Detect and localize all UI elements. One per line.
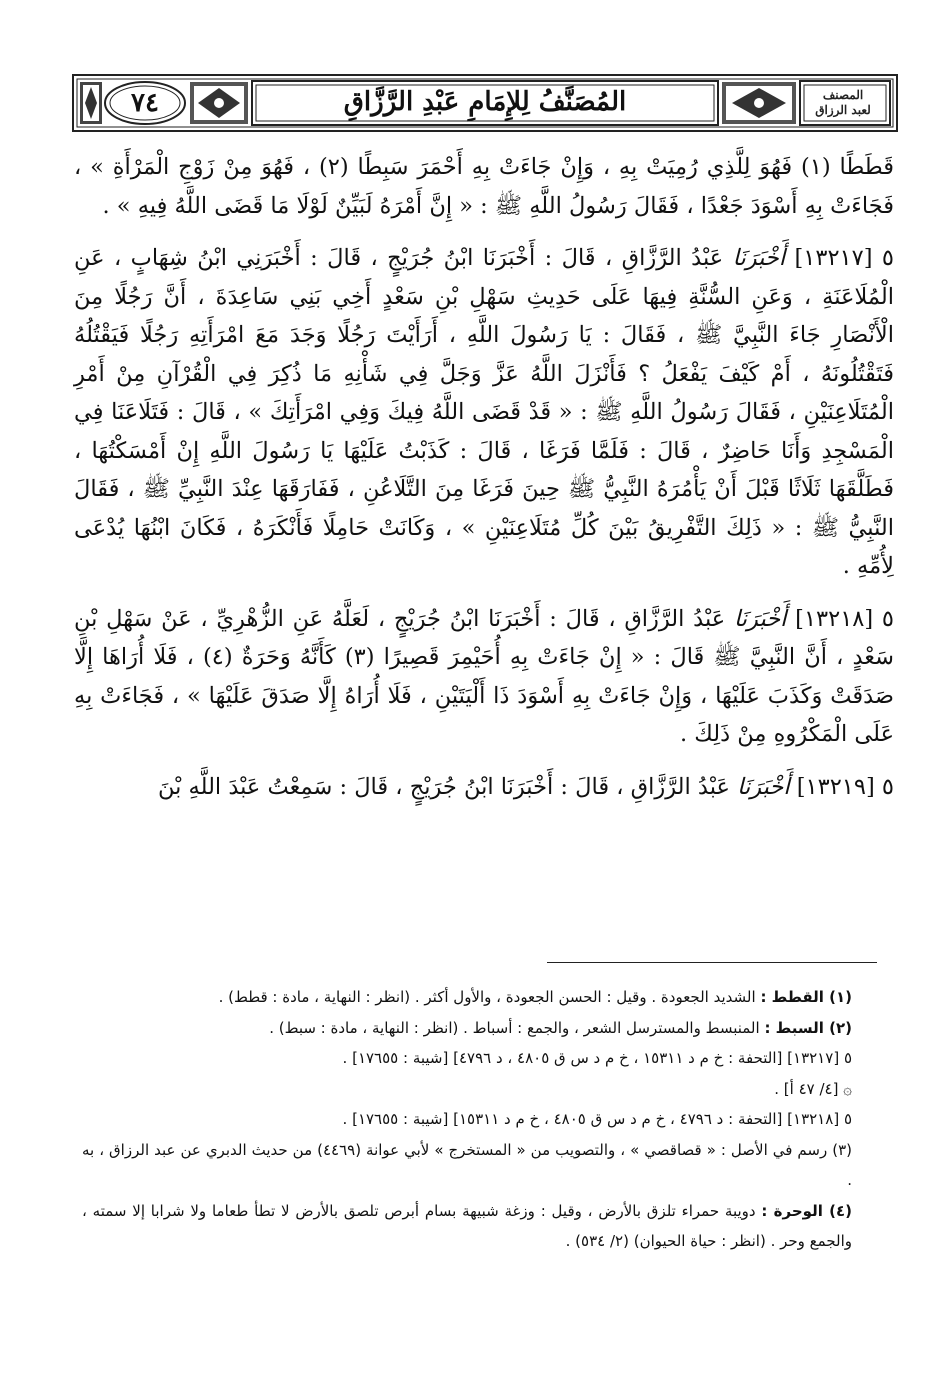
footnote-text: [التحفة : خ م د ١٥٣١١ ، خ م د س ق ٤٨٠٥ ، د ٤٧٩٦] [شيبة : ١٧٦٥٥] . xyxy=(342,1049,783,1067)
footnote-2 xyxy=(82,1013,852,1044)
akhbarana-abbrev: أَخْبَرَنَا xyxy=(732,245,786,271)
footnote-separator xyxy=(547,962,877,963)
hadith-text: عَبْدُ الرَّزَّاقِ ، قَالَ : أَخْبَرَنَا ابْنُ جُرَيْجٍ ، قَالَ : سَمِعْتُ عَبْدَ اللَّهِ بْنَ xyxy=(158,773,730,800)
footnote-text: رسم في الأصل : « قصاقصي » ، والتصويب من « المستخرج » لأبي عوانة (٤٤٦٩) من حديث الدبري عن عبد الرزاق ، به . xyxy=(82,1140,852,1189)
footnote-label: ٥ [١٣٢١٧] xyxy=(787,1049,852,1067)
footnote-3 xyxy=(82,1135,852,1196)
page-header xyxy=(72,74,898,132)
seal-line-1: المصنف xyxy=(822,88,864,102)
footnote-label: (٣) xyxy=(832,1140,852,1159)
footnote-4 xyxy=(82,1196,852,1257)
main-text xyxy=(74,148,894,806)
footnote-label: ٥ [١٣٢١٨] xyxy=(787,1110,852,1128)
hadith-13217 xyxy=(74,239,894,586)
footnote-1 xyxy=(82,982,852,1013)
seal-line-2: لعبد الرزاق xyxy=(815,103,871,117)
footnote-label: (٤) الوحرة : xyxy=(761,1201,852,1220)
hadith-number: ٥ [١٣٢١٩] xyxy=(796,773,894,800)
footnote-text: [التحفة : د ٤٧٩٦ ، خ م د س ق ٤٨٠٥ ، خ م د ١٥٣١١] [شيبة : ١٧٦٥٥] . xyxy=(342,1110,783,1128)
book-seal-logo xyxy=(802,82,884,124)
running-title: المُصَنَّفُ لِلإِمَامِ عَبْدِ الرَّزَّاقِ xyxy=(343,87,627,117)
footnote-label: (٢) السبط : xyxy=(764,1018,852,1037)
footnote-label: (١) القطط : xyxy=(760,988,852,1006)
footnote-text: دويبة حمراء تلزق بالأرض ، وقيل : وزغة شبيهة بسام أبرص تلصق بالأرض لا تطأ طعاما ولا شرابا إلا سمته ، والجمع وحر . (انظر : حياة الحيوان) (٢/ ٥٣٤) . xyxy=(82,1201,852,1250)
footnote-manuscript-folio xyxy=(82,1074,852,1105)
hadith-text: عَبْدُ الرَّزَّاقِ ، قَالَ : أَخْبَرَنَا ابْنُ جُرَيْجٍ ، لَعَلَّهُ عَنِ الزُّهْرِيِّ ، عَنْ سَهْلِ بْنِ سَعْدٍ ، أَنَّ النَّبِيَّ ﷺ قَالَ : « إِنْ جَاءَتْ بِهِ أُحَيْمِرَ قَصِيرًا (٣) كَأَنَّهُ وَحَرَةٌ (٤) ، فَلَا أُرَاهَا إِلَّا صَدَقَتْ وَكَذَبَ عَلَيْهَا ، وَإِنْ جَاءَتْ بِهِ أَسْوَدَ ذَا أَلْيَتَيْنِ ، فَلَا أُرَاهُ إِلَّا صَدَقَ عَلَيْهَا » ، فَجَاءَتْ بِهِ عَلَى الْمَكْرُوهِ مِنْ ذَلِكَ . xyxy=(74,605,894,747)
footnote-takhrij-13217 xyxy=(82,1043,852,1074)
hadith-13219 xyxy=(74,768,894,807)
paragraph-text: قَطَطًا (١) فَهُوَ لِلَّذِي رُمِيَتْ بِهِ ، وَإِنْ جَاءَتْ بِهِ أَحْمَرَ سَبِطًا (٢) ، فَهُوَ مِنْ زَوْجِ الْمَرْأَةِ » ، فَجَاءَتْ بِهِ أَسْوَدَ جَعْدًا ، فَقَالَ رَسُولُ اللَّهِ ﷺ : « إِنَّ أَمْرَهُ لَبَيِّنٌ لَوْلَا مَا قَضَى اللَّهُ فِيهِ » . xyxy=(74,154,894,219)
footnote-text: المنبسط والمسترسل الشعر ، والجمع : أسباط . (انظر : النهاية ، مادة : سبط) . xyxy=(269,1018,760,1037)
hadith-text: عَبْدُ الرَّزَّاقِ ، قَالَ : أَخْبَرَنَا ابْنُ جُرَيْجٍ ، قَالَ : أَخْبَرَنِي ابْنُ شِهَابٍ ، عَنِ الْمُلَاعَنَةِ ، وَعَنِ السُّنَّةِ فِيهَا عَلَى حَدِيثِ سَهْلِ بْنِ سَعْدٍ أَخِي بَنِي سَاعِدَةَ ، أَنَّ رَجُلًا مِنَ الْأَنْصَارِ جَاءَ النَّبِيَّ ﷺ ، فَقَالَ : يَا رَسُولَ اللَّهِ ، أَرَأَيْتَ رَجُلًا وَجَدَ مَعَ امْرَأَتِهِ رَجُلًا فَيَقْتُلُهُ فَتَقْتُلُونَهُ ، أَمْ كَيْفَ يَفْعَلُ ؟ فَأَنْزَلَ اللَّهُ عَزَّ وَجَلَّ فِي شَأْنِهِ مَا ذُكِرَ فِي الْقُرْآنِ مِنْ أَمْرِ الْمُتَلَاعِنَيْنِ ، فَقَالَ رَسُولُ اللَّهِ ﷺ : « قَدْ قَضَى اللَّهُ فِيكَ وَفِي امْرَأَتِكَ » ، قَالَ : فَتَلَاعَنَا فِي الْمَسْجِدِ وَأَنَا حَاضِرٌ ، قَالَ : فَلَمَّا فَرَغَا ، قَالَ : كَذَبْتُ عَلَيْهَا يَا رَسُولَ اللَّهِ إِنْ أَمْسَكْتُهَا ، فَطَلَّقَهَا ثَلَاثًا قَبْلَ أَنْ يَأْمُرَهُ النَّبِيُّ ﷺ حِينَ فَرَغَا مِنَ التَّلَاعُنِ ، فَفَارَقَهَا عِنْدَ النَّبِيِّ ﷺ ، فَقَالَ النَّبِيُّ ﷺ : « ذَلِكَ التَّفْرِيقُ بَيْنَ كُلِّ مُتَلَاعِنَيْنِ » ، وَكَانَتْ حَامِلًا فَأَنْكَرَهُ ، فَكَانَ ابْنُهَا يُدْعَى لِأُمِّهِ . xyxy=(74,245,894,579)
footnote-text: ۞ [٤/ ٤٧ أ] . xyxy=(774,1079,852,1098)
page-number: ٧٤ xyxy=(131,88,159,118)
continuation-paragraph xyxy=(74,148,894,225)
footnote-takhrij-13218 xyxy=(82,1104,852,1135)
footnote-text: الشديد الجعودة . وقيل : الحسن الجعودة ، والأول أكثر . (انظر : النهاية ، مادة : قطط) . xyxy=(218,988,756,1006)
hadith-number: ٥ [١٣٢١٨] xyxy=(795,605,895,632)
footnotes xyxy=(82,982,852,1257)
hadith-number: ٥ [١٣٢١٧] xyxy=(794,245,895,271)
akhbarana-abbrev: أَخْبَرَنَا xyxy=(733,605,787,632)
hadith-13218 xyxy=(74,600,894,754)
akhbarana-abbrev: أَخْبَرَنَا xyxy=(737,773,790,800)
